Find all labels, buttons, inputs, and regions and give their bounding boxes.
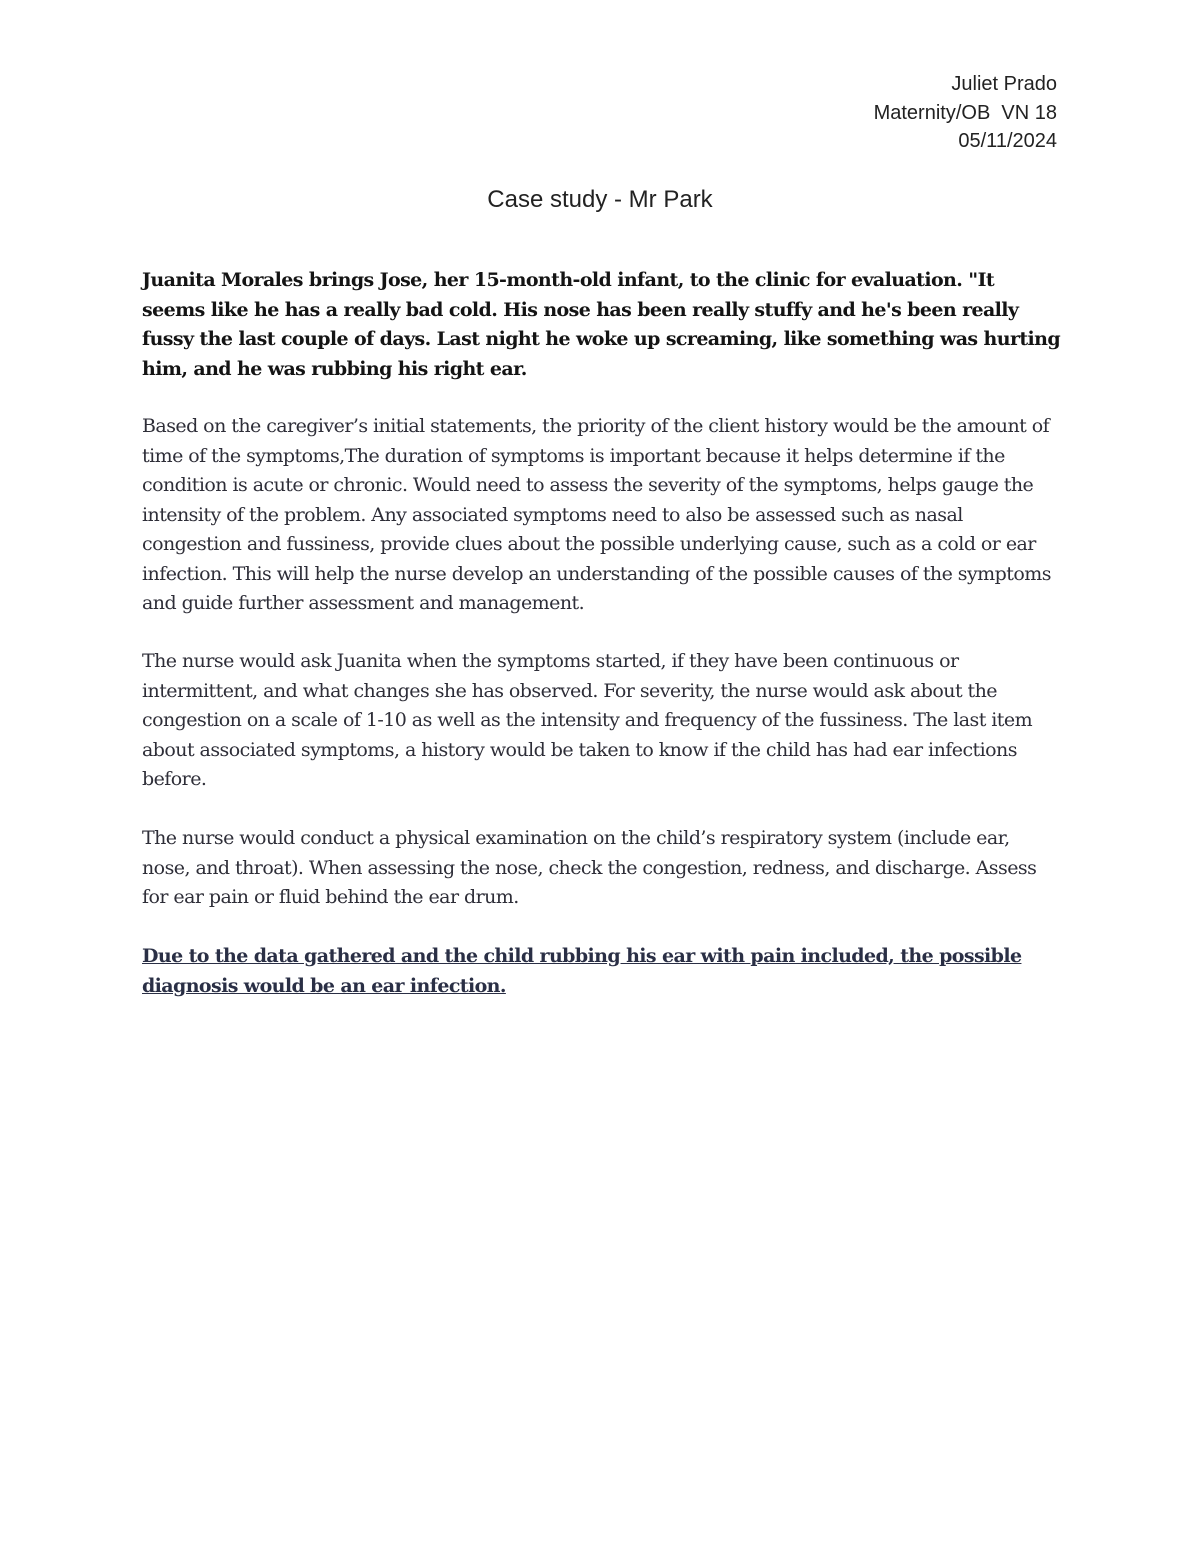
document-title: Case study - Mr Park [487, 186, 713, 213]
physical-exam-paragraph: The nurse would conduct a physical examination on the child’s respiratory system (include ear, nose, and throat). When assessing the nose, check the congestion, redness, and discharge. Assess for ear pain or fluid behind the ear drum. [142, 827, 1037, 908]
course-name: Maternity/OB VN 18 [873, 101, 1057, 124]
document-header [874, 70, 1057, 156]
history-priority-paragraph: Based on the caregiver’s initial statements, the priority of the client history would be the amount of time of the symptoms,The duration of symptoms is important because it helps determine if the condition is acute or chronic. Would need to assess the severity of the symptoms, helps gauge the intensity of the problem. Any associated symptoms need to also be assessed such as nasal congestion and fussiness, provide clues about the possible underlying cause, such as a cold or ear infection. This will help the nurse develop an understanding of the possible causes of the symptoms and guide further assessment and management. [142, 415, 1051, 614]
diagnosis-conclusion: Due to the data gathered and the child rubbing his ear with pain included, the possible diagnosis would be an ear infection. [142, 945, 1022, 997]
document-date: 05/11/2024 [958, 130, 1057, 152]
author-name: Juliet Prado [951, 73, 1057, 95]
assessment-questions-paragraph: The nurse would ask Juanita when the symptoms started, if they have been continuous or intermittent, and what changes she has observed. For severity, the nurse would ask about the congestion on a scale of 1-10 as well as the intensity and frequency of the fussiness. The last item about associated symptoms, a history would be taken to know if the child has had ear infections before. [142, 650, 1033, 790]
case-intro-paragraph: Juanita Morales brings Jose, her 15-month-old infant, to the clinic for evaluation. "It seems like he has a really bad cold. His nose has been really stuffy and he's been really fussy the last couple of days. Last night he woke up screaming, like something was hurting him, and he was rubbing his right ear. [142, 269, 1061, 380]
